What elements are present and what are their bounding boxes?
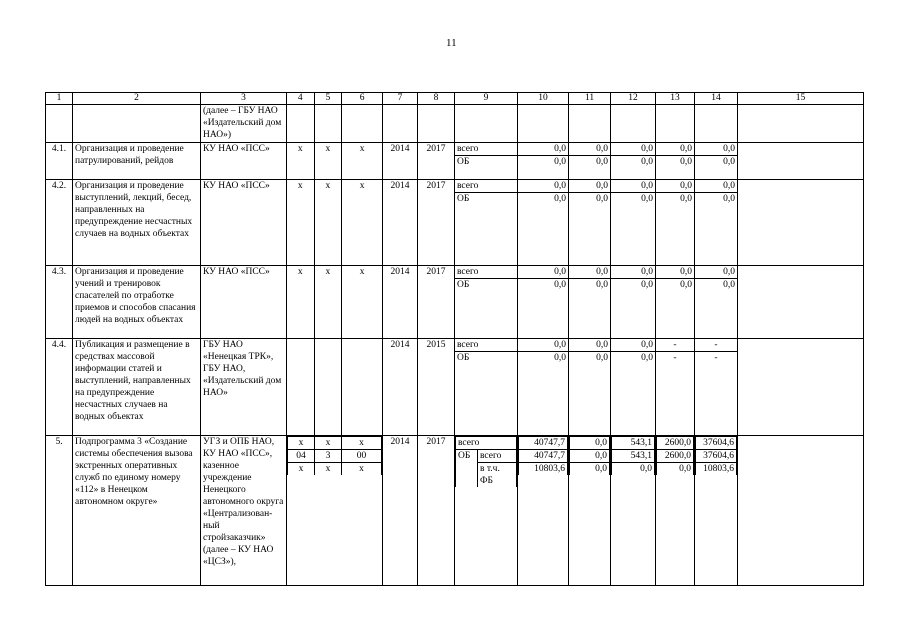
value-cell: 10803,6 — [519, 463, 568, 476]
table-row — [46, 105, 864, 143]
value-cell: 0,0 — [569, 143, 611, 156]
value-cell: 0,0 — [695, 266, 738, 279]
program-table — [45, 92, 864, 586]
page-number: 11 — [446, 37, 457, 49]
value-cell: - — [656, 339, 695, 352]
value-cell: 0,0 — [695, 193, 738, 266]
col-header: 4 — [287, 93, 315, 105]
funding-subsource: всего — [478, 450, 517, 463]
executor-cell: КУ НАО «ПСС» — [201, 180, 287, 266]
funding-source: ОБ — [456, 450, 478, 488]
code-cell — [287, 339, 315, 436]
value-cell: 0,0 — [657, 463, 694, 476]
value-cell: 0,0 — [518, 156, 569, 180]
start-year: 2014 — [383, 266, 418, 339]
value-cell: 10803,6 — [696, 463, 737, 476]
value-cell: 0,0 — [569, 156, 611, 180]
executor-cell: КУ НАО «ПСС» — [201, 266, 287, 339]
value-cell: 0,0 — [611, 352, 656, 436]
value-col-13 — [656, 436, 695, 586]
header-row — [46, 93, 864, 105]
row-number: 4.2. — [46, 180, 73, 266]
end-year: 2015 — [418, 339, 455, 436]
code-cell: х — [342, 143, 383, 180]
value-cell: 0,0 — [656, 193, 695, 266]
code-cell: 3 — [315, 450, 342, 463]
value-cell: 0,0 — [518, 352, 569, 436]
code-cell: 04 — [288, 450, 315, 463]
value-col-12 — [611, 436, 656, 586]
executor-cell: (далее – ГБУ НАО «Издательский дом НАО») — [201, 105, 287, 143]
value-cell: 40747,7 — [519, 437, 568, 450]
value-cell: 0,0 — [656, 180, 695, 193]
value-cell: 0,0 — [611, 279, 656, 339]
value-cell: 0,0 — [611, 266, 656, 279]
table-row — [46, 143, 864, 156]
value-col-11 — [569, 436, 611, 586]
code-cell: х — [314, 143, 342, 180]
value-cell: 543,1 — [612, 450, 655, 463]
funding-source: всего — [455, 180, 518, 193]
value-cell: 0,0 — [695, 156, 738, 180]
funding-subsource: в т.ч. ФБ — [478, 463, 517, 488]
value-cell: 0,0 — [611, 339, 656, 352]
table-row — [46, 436, 864, 586]
value-cell: 0,0 — [695, 180, 738, 193]
code-cell: х — [342, 180, 383, 266]
value-cell: 0,0 — [518, 193, 569, 266]
code-cell: х — [287, 266, 315, 339]
end-year: 2017 — [418, 143, 455, 180]
start-year: 2014 — [383, 436, 418, 586]
col-header: 11 — [569, 93, 611, 105]
code-cell: х — [287, 143, 315, 180]
value-cell: 37604,6 — [696, 450, 737, 463]
value-cell: 0,0 — [518, 279, 569, 339]
funding-source: ОБ — [455, 352, 518, 436]
col-header: 3 — [201, 93, 287, 105]
code-cell: х — [288, 463, 315, 476]
code-cell — [314, 339, 342, 436]
value-cell: 0,0 — [518, 266, 569, 279]
col-header: 1 — [46, 93, 73, 105]
value-cell: 0,0 — [656, 266, 695, 279]
col-header: 5 — [314, 93, 342, 105]
value-cell: 0,0 — [656, 143, 695, 156]
code-cell: х — [342, 463, 382, 476]
funding-source: всего — [455, 143, 518, 156]
value-cell: - — [695, 352, 738, 436]
table-row — [46, 266, 864, 279]
value-cell: 0,0 — [569, 180, 611, 193]
activity-name: Подпрограмма 3 «Создание системы обеспечения вызова экстренных оперативных служб по единому номеру «112» в Ненецком автономном округе» — [73, 436, 201, 586]
value-cell: 37604,6 — [696, 437, 737, 450]
value-cell: 0,0 — [611, 143, 656, 156]
col-header: 2 — [73, 93, 201, 105]
col-header: 6 — [342, 93, 383, 105]
funding-source: всего — [455, 339, 518, 352]
end-year: 2017 — [418, 180, 455, 266]
row-number: 5. — [46, 436, 73, 586]
code-cell: х — [287, 180, 315, 266]
value-cell: 0,0 — [611, 156, 656, 180]
table-row — [46, 180, 864, 193]
col-header: 12 — [611, 93, 656, 105]
end-year: 2017 — [418, 436, 455, 586]
funding-source: ОБ — [455, 156, 518, 180]
funding-source: всего — [455, 266, 518, 279]
code-cell: х — [288, 437, 315, 450]
funding-source-cell — [455, 436, 518, 586]
value-cell: 0,0 — [518, 180, 569, 193]
row-number: 4.3. — [46, 266, 73, 339]
executor-cell: КУ НАО «ПСС» — [201, 143, 287, 180]
end-year: 2017 — [418, 266, 455, 339]
value-cell: 0,0 — [656, 156, 695, 180]
executor-cell: ГБУ НАО «Ненецкая ТРК», ГБУ НАО, «Издательский дом НАО» — [201, 339, 287, 436]
codes-cell — [287, 436, 383, 586]
activity-name: Организация и проведение патрулирований, рейдов — [73, 143, 201, 180]
start-year: 2014 — [383, 143, 418, 180]
value-cell: 0,0 — [695, 279, 738, 339]
row-number: 4.1. — [46, 143, 73, 180]
value-cell: 0,0 — [656, 279, 695, 339]
value-cell: 0,0 — [569, 352, 611, 436]
value-cell: 0,0 — [611, 193, 656, 266]
activity-name: Организация и проведение выступлений, лекций, бесед, направленных на предупреждение несчастных случаев на водных объектах — [73, 180, 201, 266]
col-header: 13 — [656, 93, 695, 105]
value-cell: 543,1 — [612, 437, 655, 450]
table-row — [46, 339, 864, 352]
value-cell: 0,0 — [611, 180, 656, 193]
code-cell: х — [342, 437, 382, 450]
value-cell: 40747,7 — [519, 450, 568, 463]
value-col-14 — [695, 436, 738, 586]
funding-source: всего — [456, 437, 517, 450]
code-cell: х — [315, 463, 342, 476]
start-year: 2014 — [383, 180, 418, 266]
value-cell: 2600,0 — [657, 450, 694, 463]
code-cell — [342, 339, 383, 436]
funding-source: ОБ — [455, 193, 518, 266]
value-cell: 0,0 — [569, 193, 611, 266]
executor-cell: УГЗ и ОПБ НАО, КУ НАО «ПСС», казенное учреждение Ненецкого автономного округа «Централизован-ный стройзаказчик» (далее – КУ НАО «ЦСЗ»), — [201, 436, 287, 586]
code-cell: х — [314, 180, 342, 266]
col-header: 15 — [738, 93, 864, 105]
value-cell: 2600,0 — [657, 437, 694, 450]
code-cell: х — [342, 266, 383, 339]
value-cell: 0,0 — [570, 463, 610, 476]
activity-name: Публикация и размещение в средствах массовой информации статей и выступлений, направленных на предупреждение несчастных случаев на водных объектах — [73, 339, 201, 436]
col-header: 8 — [418, 93, 455, 105]
value-cell: 0,0 — [612, 463, 655, 476]
funding-source: ОБ — [455, 279, 518, 339]
value-cell: 0,0 — [569, 266, 611, 279]
value-cell: - — [656, 352, 695, 436]
value-cell: 0,0 — [570, 450, 610, 463]
code-cell: 00 — [342, 450, 382, 463]
row-number: 4.4. — [46, 339, 73, 436]
col-header: 10 — [518, 93, 569, 105]
col-header: 7 — [383, 93, 418, 105]
code-cell: х — [314, 266, 342, 339]
code-cell: х — [315, 437, 342, 450]
value-cell: 0,0 — [518, 143, 569, 156]
value-cell: 0,0 — [518, 339, 569, 352]
col-header: 9 — [455, 93, 518, 105]
value-cell: 0,0 — [695, 143, 738, 156]
value-cell: 0,0 — [570, 437, 610, 450]
value-cell: 0,0 — [569, 339, 611, 352]
value-cell: 0,0 — [569, 279, 611, 339]
value-col-10 — [518, 436, 569, 586]
start-year: 2014 — [383, 339, 418, 436]
col-header: 14 — [695, 93, 738, 105]
activity-name: Организация и проведение учений и тренировок спасателей по отработке приемов и способов спасания людей на водных объектах — [73, 266, 201, 339]
value-cell: - — [695, 339, 738, 352]
